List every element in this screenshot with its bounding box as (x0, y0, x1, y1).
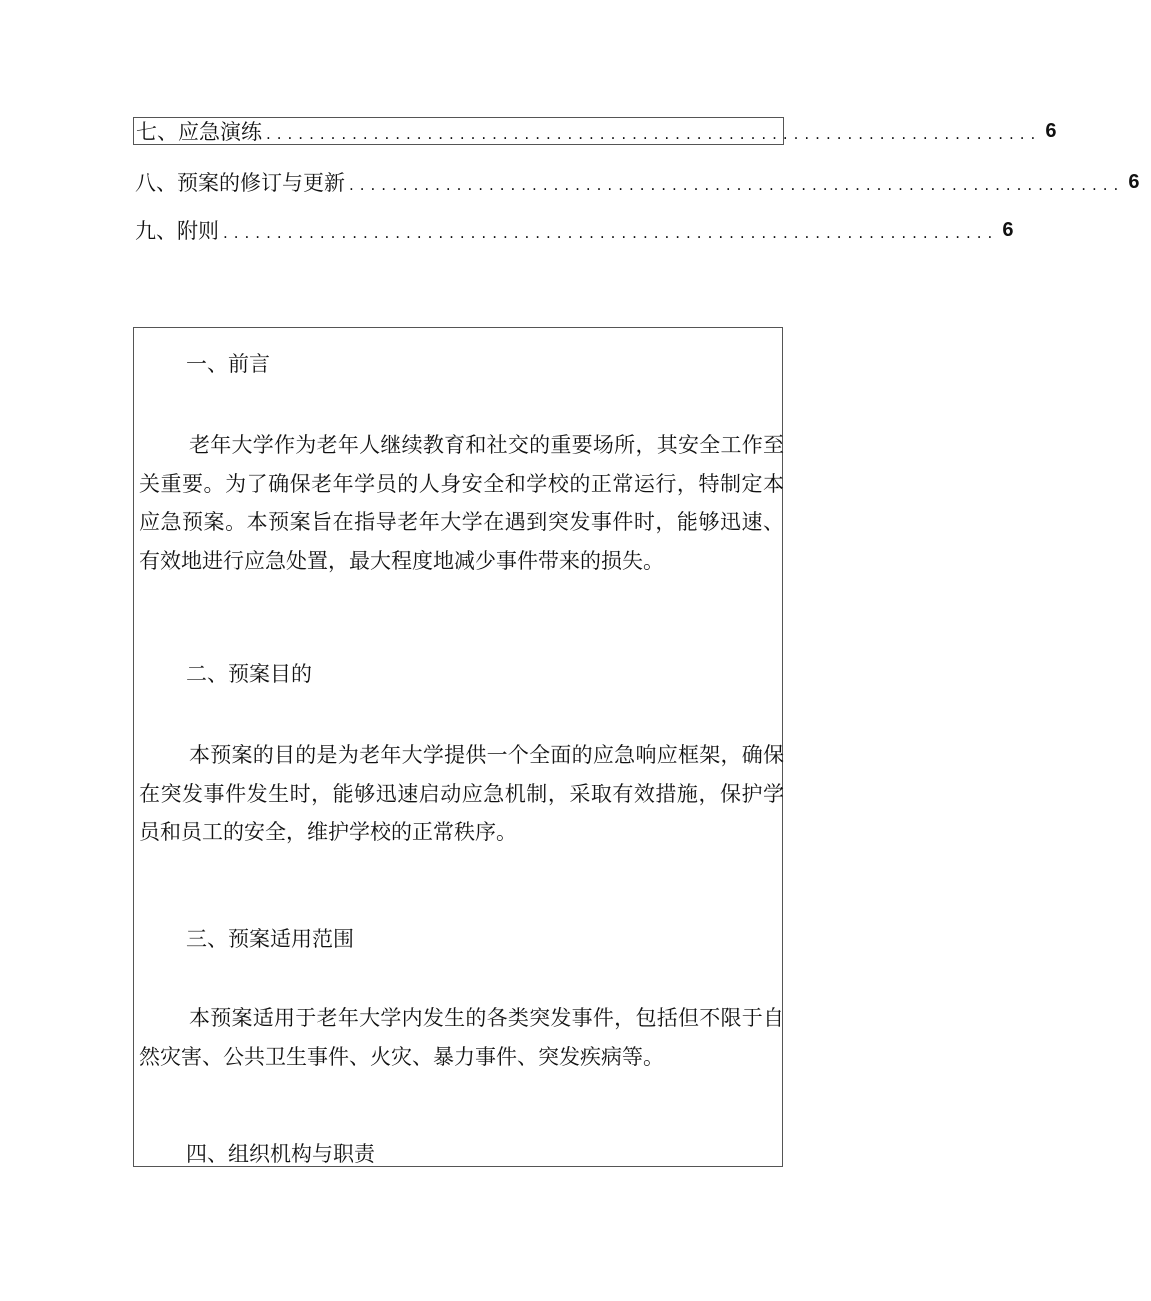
section-body-preface: 老年大学作为老年人继续教育和社交的重要场所，其安全工作至关重要。为了确保老年学员的人身安全和学校的正常运行，特制定本应急预案。本预案旨在指导老年大学在遇到突发事件时，能够迅速、有效地进行应急处置，最大程度地减少事件带来的损失。 (139, 433, 784, 573)
section-body-scope: 本预案适用于老年大学内发生的各类突发事件，包括但不限于自然灾害、公共卫生事件、火灾、暴力事件、突发疾病等。 (139, 1006, 784, 1069)
toc-page-number: 6 (1128, 170, 1140, 193)
toc-entry-title: 七、应急演练 (136, 120, 262, 144)
toc-entry-title: 八、预案的修订与更新 (135, 171, 345, 195)
toc-leader-dots: ........................................................................ (223, 224, 999, 242)
toc-entry-appendix[interactable] (133, 210, 1014, 250)
toc-page-number: 6 (1002, 218, 1014, 241)
document-body-box (133, 327, 783, 1167)
toc-entry-emergency-drill[interactable] (133, 117, 1057, 145)
section-heading-preface: 一、前言 (186, 352, 270, 376)
section-heading-organization: 四、组织机构与职责 (186, 1142, 375, 1166)
toc-leader-dots: ........................................................................ (349, 176, 1125, 194)
toc-leader-dots: ........................................................................ (266, 125, 1042, 143)
section-body-purpose: 本预案的目的是为老年大学提供一个全面的应急响应框架，确保在突发事件发生时，能够迅速启动应急机制，采取有效措施，保护学员和员工的安全，维护学校的正常秩序。 (139, 743, 784, 844)
section-heading-scope: 三、预案适用范围 (186, 927, 354, 951)
section-heading-purpose: 二、预案目的 (186, 662, 312, 686)
toc-entry-revision-update[interactable] (133, 162, 1140, 202)
toc-entry-title: 九、附则 (135, 219, 219, 243)
toc-page-number: 6 (1045, 119, 1057, 142)
